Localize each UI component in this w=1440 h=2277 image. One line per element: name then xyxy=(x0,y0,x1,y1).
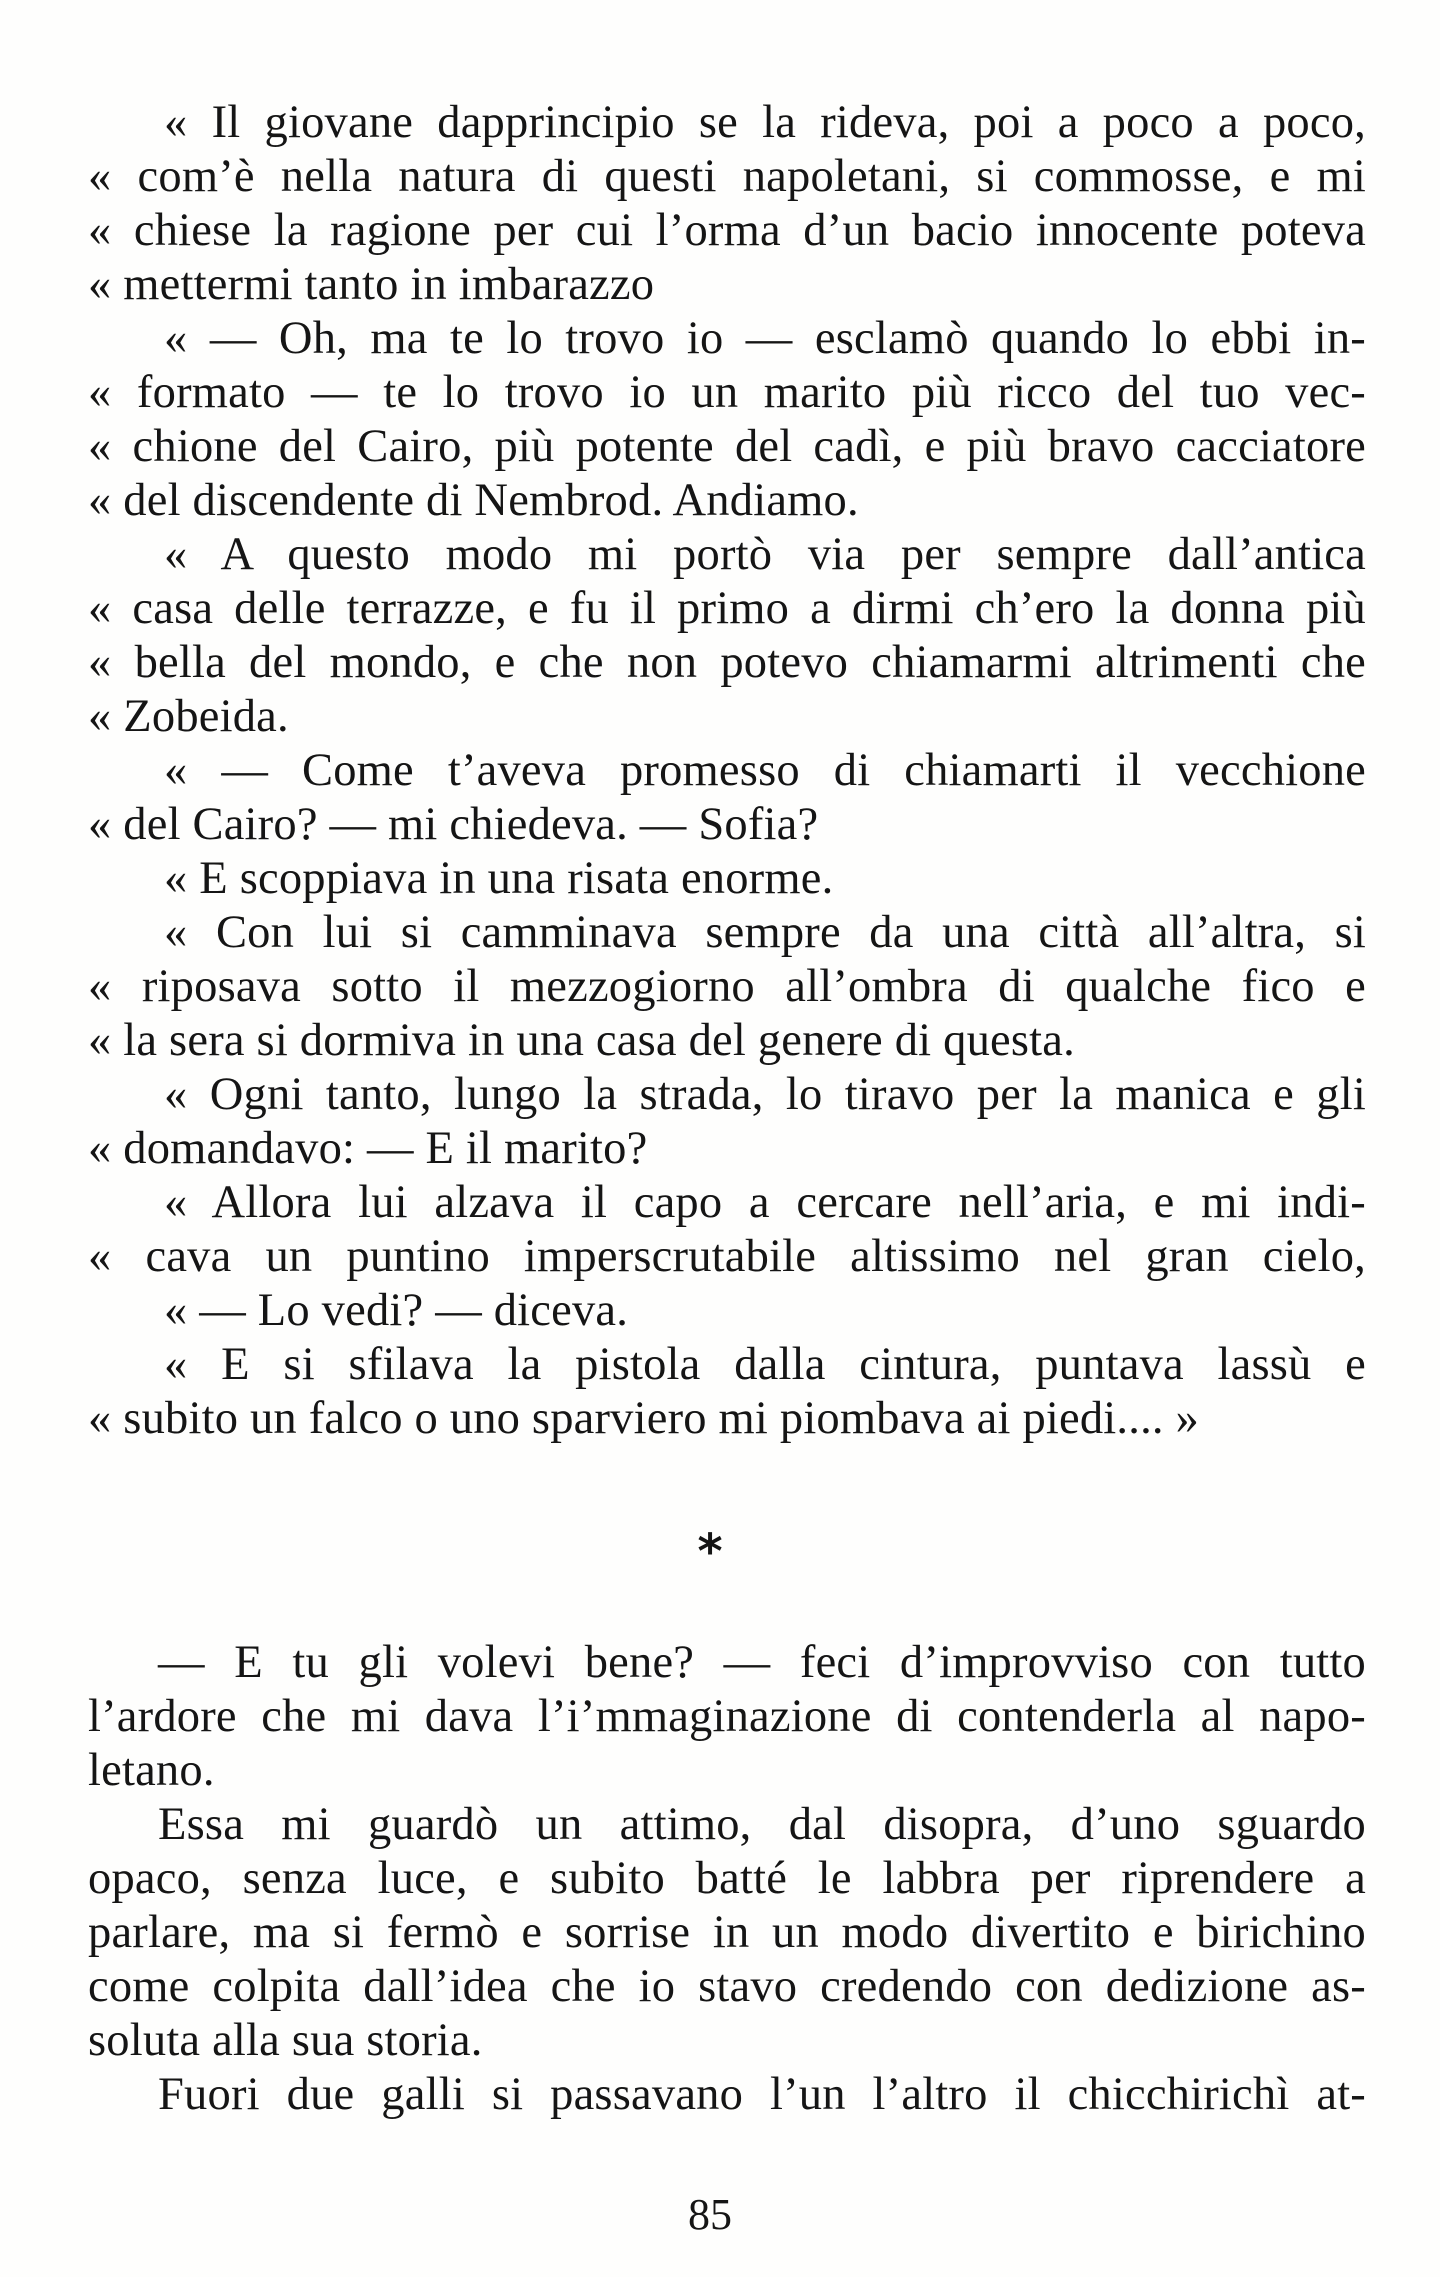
text-line: opaco, senza luce, e subito batté le labbra per riprendere a xyxy=(88,1853,1366,1904)
text-line: « mettermi tanto in imbarazzo xyxy=(88,259,655,310)
text-line: « la sera si dormiva in una casa del genere di questa. xyxy=(88,1015,1075,1066)
text-line: « Allora lui alzava il capo a cercare nell’aria, e mi indi- xyxy=(164,1177,1366,1228)
text-line: l’ardore che mi dava l’i’mmaginazione di contenderla al napo- xyxy=(88,1691,1366,1742)
text-line: « A questo modo mi portò via per sempre dall’antica xyxy=(164,529,1366,580)
text-line: « riposava sotto il mezzogiorno all’ombra di qualche fico e xyxy=(88,961,1366,1012)
text-line: « bella del mondo, e che non potevo chiamarmi altrimenti che xyxy=(88,637,1366,688)
text-line: « casa delle terrazze, e fu il primo a dirmi ch’ero la donna più xyxy=(88,583,1366,634)
text-line: Essa mi guardò un attimo, dal disopra, d’uno sguardo xyxy=(158,1799,1366,1850)
text-line: — E tu gli volevi bene? — feci d’improvviso con tutto xyxy=(158,1637,1366,1688)
text-line: come colpita dall’idea che io stavo credendo con dedizione as- xyxy=(88,1961,1366,2012)
text-line: « — Lo vedi? — diceva. xyxy=(164,1285,629,1336)
text-line: soluta alla sua storia. xyxy=(88,2015,483,2066)
text-line: « — Oh, ma te lo trovo io — esclamò quando lo ebbi in- xyxy=(164,313,1366,364)
text-line: « del Cairo? — mi chiedeva. — Sofia? xyxy=(88,799,819,850)
page-number: 85 xyxy=(688,2190,732,2239)
dialogue-paragraphs xyxy=(88,1636,1366,2122)
text-line: « chiese la ragione per cui l’orma d’un bacio innocente poteva xyxy=(88,205,1366,256)
text-line: « formato — te lo trovo io un marito più ricco del tuo vec- xyxy=(88,367,1366,418)
text-line: « E scoppiava in una risata enorme. xyxy=(164,853,834,904)
text-line: « Con lui si camminava sempre da una città all’altra, si xyxy=(164,907,1366,958)
text-line: « E si sfilava la pistola dalla cintura, puntava lassù e xyxy=(164,1339,1366,1390)
text-line: « domandavo: — E il marito? xyxy=(88,1123,648,1174)
quoted-narrative xyxy=(88,96,1366,1446)
text-line: letano. xyxy=(88,1745,215,1796)
section-break-asterisk: * xyxy=(697,1524,723,1580)
text-line: Fuori due galli si passavano l’un l’altro il chicchirichì at- xyxy=(158,2069,1366,2120)
text-line: parlare, ma si fermò e sorrise in un modo divertito e birichino xyxy=(88,1907,1366,1958)
text-line: « del discendente di Nembrod. Andiamo. xyxy=(88,475,859,526)
text-line: « chione del Cairo, più potente del cadì, e più bravo cacciatore xyxy=(88,421,1366,472)
text-line: « — Come t’aveva promesso di chiamarti il vecchione xyxy=(164,745,1366,796)
text-line: « com’è nella natura di questi napoletani, si commosse, e mi xyxy=(88,151,1366,202)
text-line: « Zobeida. xyxy=(88,691,289,742)
text-line: « Il giovane dapprincipio se la rideva, poi a poco a poco, xyxy=(164,97,1366,148)
text-line: « subito un falco o uno sparviero mi piombava ai piedi.... » xyxy=(88,1393,1199,1444)
text-line: « cava un puntino imperscrutabile altissimo nel gran cielo, xyxy=(88,1231,1366,1282)
text-line: « Ogni tanto, lungo la strada, lo tiravo per la manica e gli xyxy=(164,1069,1366,1120)
